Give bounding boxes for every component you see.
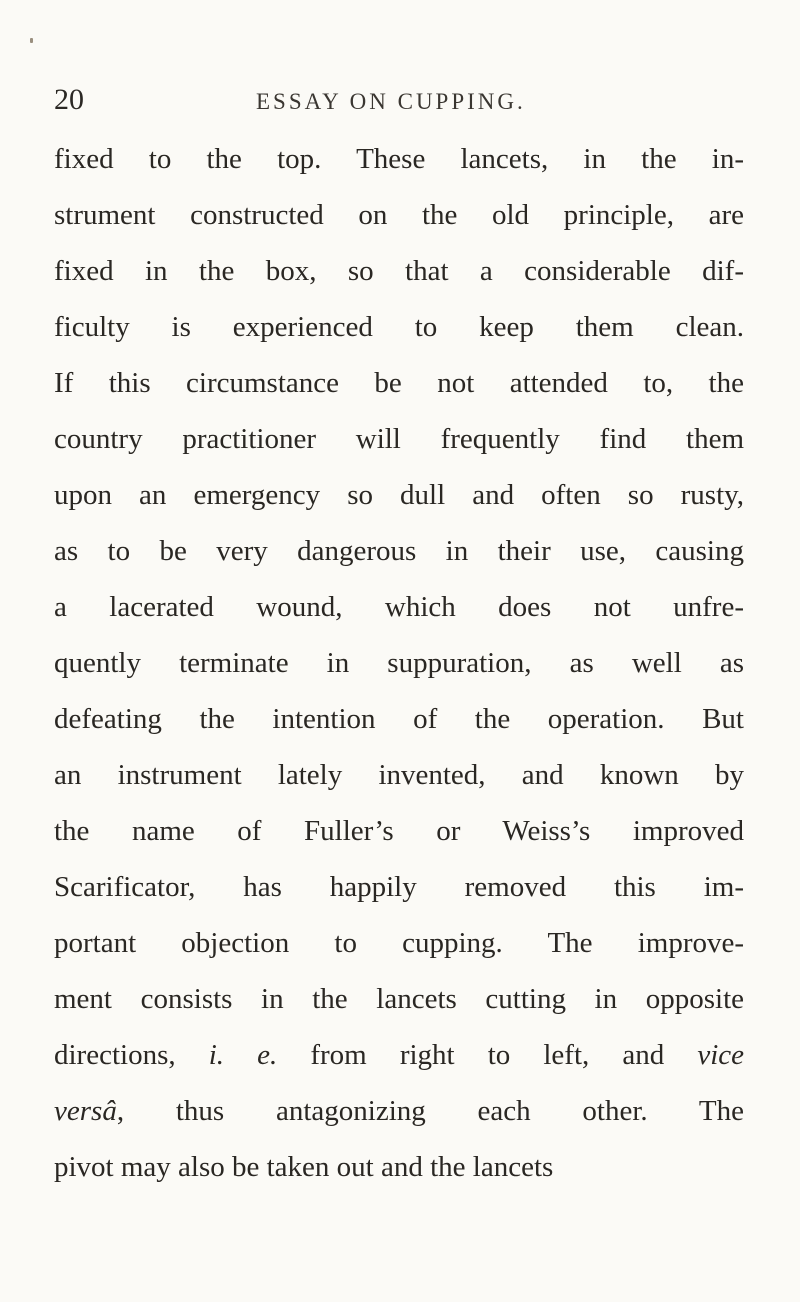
text-line: country practitioner will frequently find them [54, 423, 744, 455]
text-line: portant objection to cupping. The improve- [54, 927, 744, 959]
italic-text: vice [697, 1039, 744, 1071]
text-line: an instrument lately invented, and known by [54, 759, 744, 791]
text-line: If this circumstance be not attended to, the [54, 367, 744, 399]
running-title: ESSAY ON CUPPING. [256, 89, 526, 114]
running-head [54, 80, 730, 120]
text-line: upon an emergency so dull and often so rusty, [54, 479, 744, 511]
text-line: fixed to the top. These lancets, in the in- [54, 143, 744, 175]
text-line: fixed in the box, so that a considerable dif- [54, 255, 744, 287]
text-line: a lacerated wound, which does not unfre- [54, 591, 744, 623]
text-segment: , thus antagonizing each other. The [116, 1095, 744, 1127]
text-line: ment consists in the lancets cutting in opposite [54, 983, 744, 1015]
page-number: 20 [54, 83, 84, 116]
body-text [54, 131, 744, 1195]
text-line: strument constructed on the old principle, are [54, 199, 744, 231]
text-line: the name of Fuller’s or Weiss’s improved [54, 815, 744, 847]
text-line [54, 1083, 744, 1139]
text-line: pivot may also be taken out and the lancets [54, 1151, 554, 1183]
italic-text: versâ [54, 1095, 117, 1127]
text-line: defeating the intention of the operation. But [54, 703, 744, 735]
text-line: ficulty is experienced to keep them clean. [54, 311, 744, 343]
text-segment: directions, [54, 1039, 209, 1071]
text-line [54, 1027, 744, 1083]
text-line: quently terminate in suppuration, as well as [54, 647, 744, 679]
text-line: Scarificator, has happily removed this im- [54, 871, 744, 903]
text-segment: from right to left, and [277, 1039, 698, 1071]
italic-text: i. e. [208, 1039, 278, 1071]
ink-speck [30, 38, 33, 43]
text-line: as to be very dangerous in their use, causing [54, 535, 744, 567]
